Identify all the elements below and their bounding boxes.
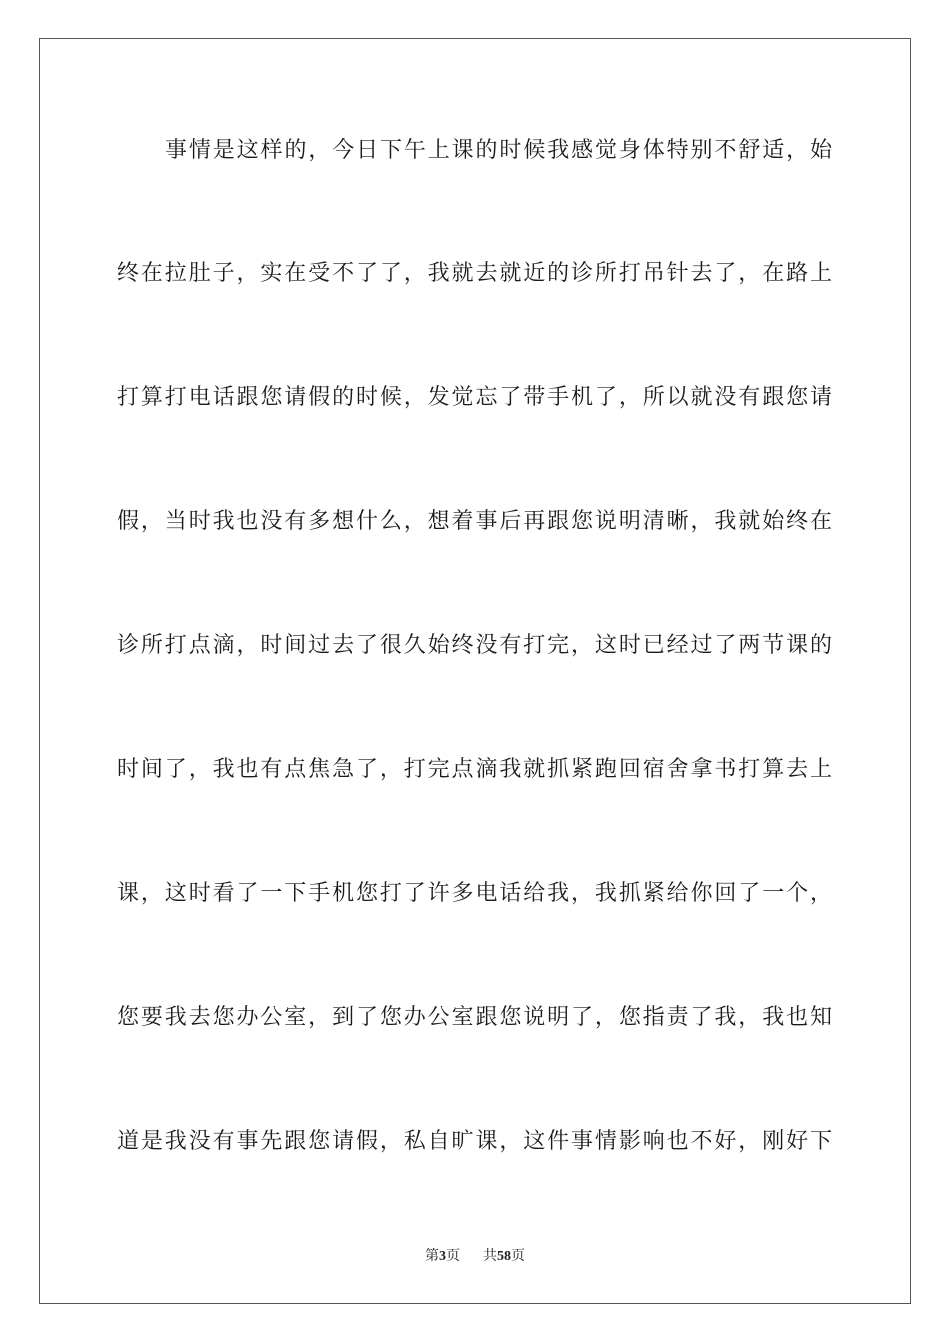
total-pages: 58	[496, 1249, 511, 1264]
body-text-line: 时间了，我也有点焦急了，打完点滴我就抓紧跑回宿舍拿书打算去上	[117, 757, 833, 782]
page-prefix: 第	[425, 1248, 440, 1264]
total-prefix: 共	[482, 1248, 497, 1264]
body-text-line: 事情是这样的，今日下午上课的时候我感觉身体特别不舒适，始	[165, 138, 833, 163]
page-number: 3	[439, 1249, 447, 1264]
page-border	[39, 38, 911, 1304]
body-text-line: 课，这时看了一下手机您打了许多电话给我，我抓紧给你回了一个，	[117, 881, 833, 906]
total-suffix: 页	[510, 1248, 525, 1264]
body-text-line: 假，当时我也没有多想什么，想着事后再跟您说明清晰，我就始终在	[117, 509, 833, 534]
body-text-line: 诊所打点滴，时间过去了很久始终没有打完，这时已经过了两节课的	[117, 633, 833, 658]
body-text-line: 终在拉肚子，实在受不了了，我就去就近的诊所打吊针去了，在路上	[117, 261, 833, 286]
body-text-line: 道是我没有事先跟您请假，私自旷课，这件事情影响也不好，刚好下	[117, 1129, 833, 1154]
page-footer	[0, 1246, 950, 1267]
body-text-line: 打算打电话跟您请假的时候，发觉忘了带手机了，所以就没有跟您请	[117, 385, 833, 410]
page-suffix: 页	[446, 1248, 461, 1264]
body-text-line: 您要我去您办公室，到了您办公室跟您说明了，您指责了我，我也知	[117, 1005, 833, 1030]
